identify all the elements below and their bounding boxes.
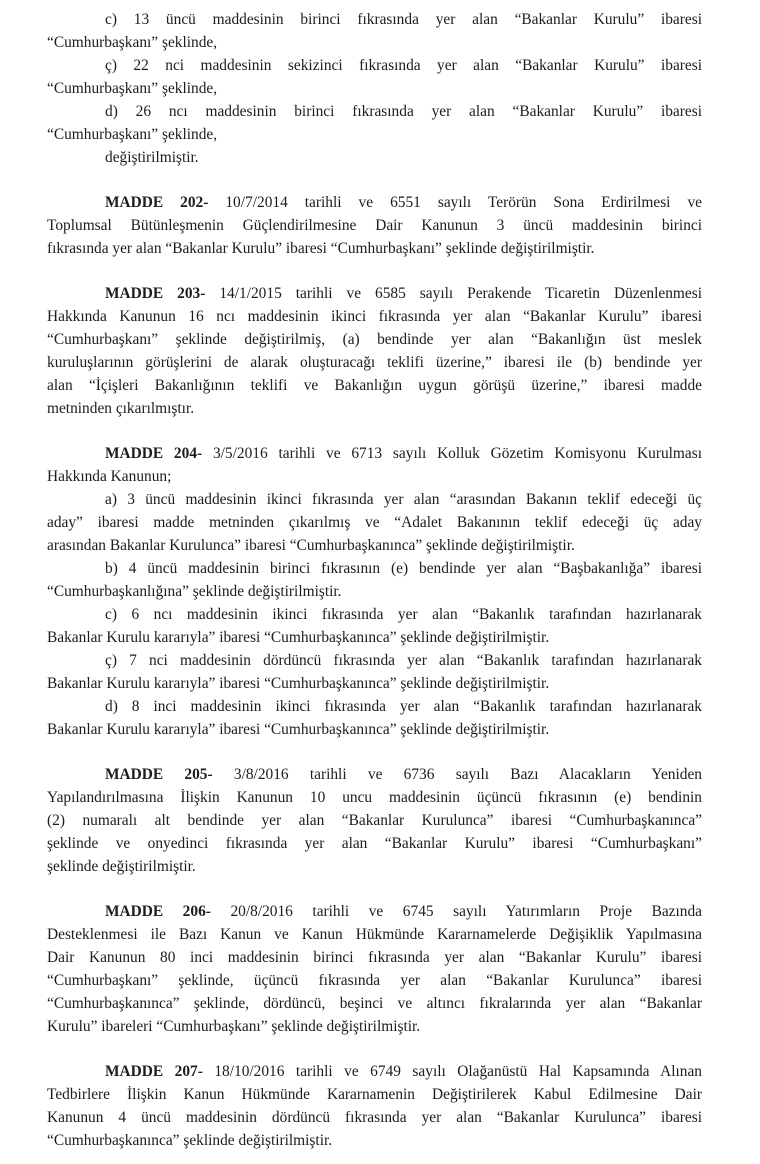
article-207-line-1 [47,1060,702,1083]
article-207 [47,1060,702,1152]
article-206-text-1: 20/8/2016 tarihli ve 6745 sayılı Yatırımların Proje Bazında [210,903,702,920]
list-closing: değiştirilmiştir. [105,149,199,166]
article-206-line-2: Desteklenmesi ile Bazı Kanun ve Kanun Hükmünde Kararnamelerde Değişiklik Yapılmasına [47,926,702,943]
article-206-heading: MADDE 206- [105,903,211,920]
article-203-line-5: alan “İçişleri Bakanlığının teklifi ve Bakanlığın uygun görüşü üzerine,” ibaresi madde [47,377,702,394]
article-204-item-c-line-2: Bakanlar Kurulu kararıyla” ibaresi “Cumhurbaşkanınca” şeklinde değiştirilmiştir. [47,629,550,646]
article-203-line-4: kuruluşlarının görüşlerini de alarak oluşturacağı teklifi üzerine,” ibaresi ile (b) bendinde yer [47,354,702,371]
article-203-line-1 [47,282,702,305]
article-204-item-a-line-1: a) 3 üncü maddesinin ikinci fıkrasında yer alan “arasından Bakanın teklif edeceği üç [105,491,702,508]
article-205-line-1 [47,763,702,786]
article-205-text-1: 3/8/2016 tarihli ve 6736 sayılı Bazı Alacakların Yeniden [212,766,702,783]
article-204 [47,442,702,741]
article-204-item-b-line-2: “Cumhurbaşkanlığına” şeklinde değiştirilmiştir. [47,583,342,600]
article-207-line-3: Kanunun 4 üncü maddesinin dördüncü fıkrasında yer alan “Bakanlar Kurulunca” ibaresi [47,1109,702,1126]
article-204-line-2: Hakkında Kanunun; [47,468,172,485]
article-206-line-3: Dair Kanunun 80 inci maddesinin birinci fıkrasında yer alan “Bakanlar Kurulu” ibaresi [47,949,702,966]
article-205-line-5: şeklinde değiştirilmiştir. [47,858,196,875]
article-204-heading: MADDE 204- [105,445,203,462]
article-204-item-cc-line-2: Bakanlar Kurulu kararıyla” ibaresi “Cumhurbaşkanınca” şeklinde değiştirilmiştir. [47,675,550,692]
article-203-heading: MADDE 203- [105,285,206,302]
list-continuation [47,8,702,169]
article-206-line-1 [47,900,702,923]
article-204-line-1 [47,442,702,465]
article-203-line-6: metninden çıkarılmıştır. [47,400,195,417]
article-204-item-a-line-2: aday” ibaresi madde metninden çıkarılmış ve “Adalet Bakanının teklif edeceği üç aday [47,514,702,531]
article-206 [47,900,702,1038]
article-202-heading: MADDE 202- [105,194,209,211]
list-item-cc-line-2: “Cumhurbaşkanı” şeklinde, [47,80,218,97]
article-207-text-1: 18/10/2016 tarihli ve 6749 sayılı Olağanüstü Hal Kapsamında Alınan [202,1063,702,1080]
article-203 [47,282,702,420]
article-206-line-6: Kurulu” ibareleri “Cumhurbaşkanı” şeklinde değiştirilmiştir. [47,1018,421,1035]
list-item-cc-line-1: ç) 22 nci maddesinin sekizinci fıkrasında yer alan “Bakanlar Kurulu” ibaresi [105,57,702,74]
article-203-text-1: 14/1/2015 tarihli ve 6585 sayılı Perakende Ticaretin Düzenlenmesi [205,285,702,302]
article-205-line-4: şeklinde ve onyedinci fıkrasında yer alan “Bakanlar Kurulu” ibaresi “Cumhurbaşkanı” [47,835,702,852]
article-205 [47,763,702,878]
list-item-d-line-1: d) 26 ncı maddesinin birinci fıkrasında yer alan “Bakanlar Kurulu” ibaresi [105,103,702,120]
article-205-line-2: Yapılandırılmasına İlişkin Kanunun 10 uncu maddesinin üçüncü fıkrasının (e) bendinin [47,789,702,806]
article-204-item-d-line-1: d) 8 inci maddesinin ikinci fıkrasında yer alan “Bakanlık tarafından hazırlanarak [105,698,702,715]
article-207-line-2: Tedbirlere İlişkin Kanun Hükmünde Kararnamenin Değiştirilerek Kabul Edilmesine Dair [47,1086,702,1103]
article-207-heading: MADDE 207- [105,1063,203,1080]
article-202-line-1 [47,191,702,214]
article-205-heading: MADDE 205- [105,766,213,783]
article-204-item-b-line-1: b) 4 üncü maddesinin birinci fıkrasının (e) bendinde yer alan “Başbakanlığa” ibaresi [105,560,702,577]
article-206-line-4: “Cumhurbaşkanı” şeklinde, üçüncü fıkrasında yer alan “Bakanlar Kurulunca” ibaresi [47,972,702,989]
list-item-c-line-2: “Cumhurbaşkanı” şeklinde, [47,34,218,51]
article-205-line-3: (2) numaralı alt bendinde yer alan “Bakanlar Kurulunca” ibaresi “Cumhurbaşkanınca” [47,812,702,829]
list-item-d-line-2: “Cumhurbaşkanı” şeklinde, [47,126,218,143]
article-202-line-2: Toplumsal Bütünleşmenin Güçlendirilmesine Dair Kanunun 3 üncü maddesinin birinci [47,217,702,234]
article-206-line-5: “Cumhurbaşkanınca” şeklinde, dördüncü, beşinci ve altıncı fıkralarında yer alan “Bakanlar [47,995,702,1012]
list-item-c-line-1: c) 13 üncü maddesinin birinci fıkrasında yer alan “Bakanlar Kurulu” ibaresi [105,11,702,28]
article-202-line-3: fıkrasında yer alan “Bakanlar Kurulu” ibaresi “Cumhurbaşkanı” şeklinde değiştirilmiştir. [47,240,595,257]
article-203-line-3: “Cumhurbaşkanı” şeklinde değiştirilmiş, (a) bendinde yer alan “Bakanlığın üst meslek [47,331,702,348]
article-204-item-d-line-2: Bakanlar Kurulu kararıyla” ibaresi “Cumhurbaşkanınca” şeklinde değiştirilmiştir. [47,721,550,738]
article-203-line-2: Hakkında Kanunun 16 ncı maddesinin ikinci fıkrasında yer alan “Bakanlar Kurulu” ibaresi [47,308,702,325]
article-202 [47,191,702,260]
article-204-item-a-line-3: arasından Bakanlar Kurulunca” ibaresi “Cumhurbaşkanınca” şeklinde değiştirilmiştir. [47,537,575,554]
article-204-item-cc-line-1: ç) 7 nci maddesinin dördüncü fıkrasında yer alan “Bakanlık tarafından hazırlanarak [105,652,702,669]
article-204-item-c-line-1: c) 6 ncı maddesinin ikinci fıkrasında yer alan “Bakanlık tarafından hazırlanarak [105,606,702,623]
article-202-text-1: 10/7/2014 tarihli ve 6551 sayılı Terörün Sona Erdirilmesi ve [208,194,702,211]
article-204-text-1: 3/5/2016 tarihli ve 6713 sayılı Kolluk Gözetim Komisyonu Kurulması [202,445,703,462]
article-207-line-4: “Cumhurbaşkanınca” şeklinde değiştirilmiştir. [47,1132,333,1149]
